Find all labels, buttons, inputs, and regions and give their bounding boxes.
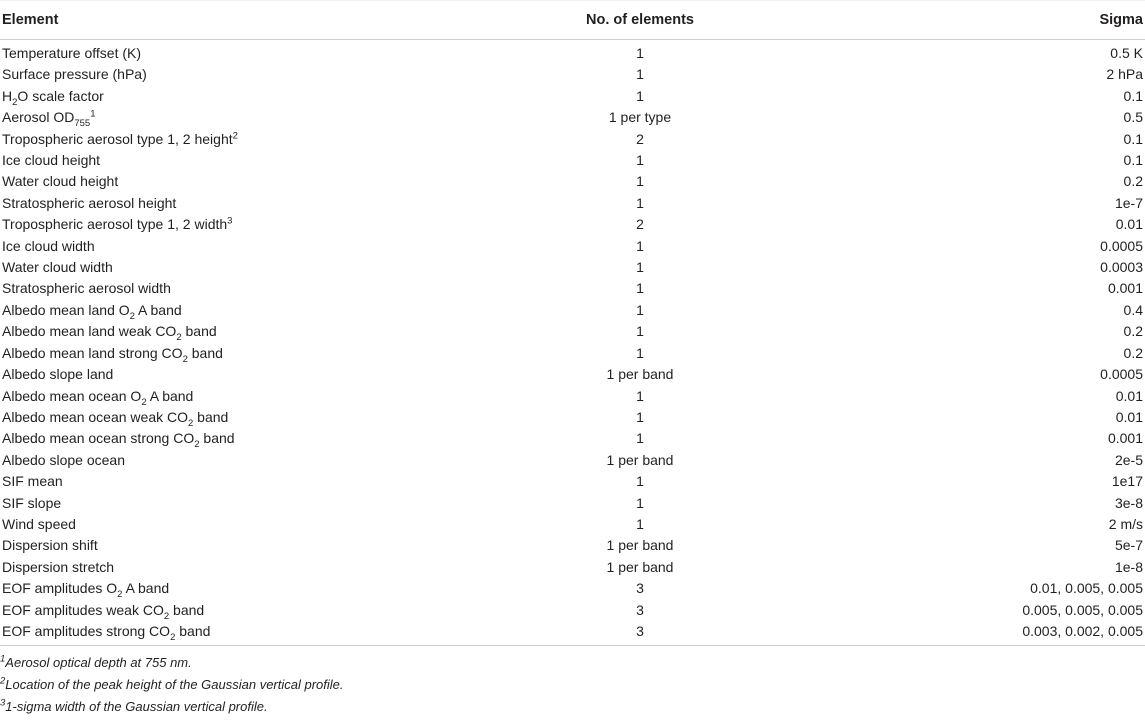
footnote-text: Location of the peak height of the Gaussian vertical profile. [5,677,344,693]
element-name-text: Aerosol OD [2,109,75,126]
element-name-text: Ice cloud height [2,152,101,169]
cell-sigma: 0.2 [1123,323,1143,340]
element-name-text: Wind speed [2,515,76,532]
cell-element [0,578,470,599]
table-row [0,493,1145,514]
table-row [0,407,1145,428]
cell-element [0,214,470,235]
element-name-text: Albedo mean ocean weak CO [2,408,188,425]
element-subscript: 2 [182,353,188,365]
cell-sigma: 1e-8 [1114,558,1143,575]
header-sigma: Sigma [810,1,1145,40]
cell-element [0,600,470,621]
cell-sigma: 3e-8 [1114,494,1143,511]
cell-count: 1 per band [606,366,674,383]
cell-count: 1 [636,408,644,425]
element-name-text: Albedo mean land strong CO [2,344,183,361]
cell-sigma: 5e-7 [1114,537,1143,554]
footnote-text: Aerosol optical depth at 755 nm. [5,655,192,671]
cell-count: 1 [636,387,644,404]
cell-count: 1 [636,344,644,361]
cell-count: 2 [636,216,644,233]
element-name-suffix: A band [134,301,182,318]
cell-element [0,40,470,65]
cell-element [0,257,470,278]
element-name-text: Temperature offset (K) [2,45,142,61]
element-name-text: Stratospheric aerosol height [2,194,177,211]
cell-sigma: 0.01 [1115,408,1143,425]
cell-count: 3 [636,601,644,618]
cell-count: 1 [636,323,644,340]
table-row [0,86,1145,107]
cell-element [0,86,470,107]
cell-count: 1 [636,173,644,190]
element-name-text: Tropospheric aerosol type 1, 2 height [2,130,233,147]
table-row [0,107,1145,128]
cell-sigma: 0.0005 [1100,366,1143,383]
element-name-suffix: A band [146,387,194,404]
table-row [0,386,1145,407]
element-subscript: 2 [194,439,200,451]
cell-sigma: 0.0003 [1100,259,1143,276]
element-name-text: Water cloud height [2,173,119,190]
element-name-text: Stratospheric aerosol width [2,280,171,297]
cell-sigma: 0.2 [1123,344,1143,361]
cell-element [0,471,470,492]
table-row [0,364,1145,385]
element-name-text: Albedo mean land O [2,301,130,318]
footnote-text: 1-sigma width of the Gaussian vertical profile. [5,699,268,715]
cell-element [0,428,470,449]
header-row [0,1,1145,40]
element-name-suffix: A band [122,580,170,597]
footnote [0,696,1145,718]
cell-sigma: 2e-5 [1114,451,1143,468]
cell-element [0,236,470,257]
table-row [0,236,1145,257]
cell-count: 1 [636,259,644,276]
table-row [0,64,1145,85]
element-subscript: 2 [170,631,176,643]
element-name-text: SIF mean [2,473,63,490]
cell-element [0,535,470,556]
cell-count: 3 [636,580,644,597]
table-row [0,150,1145,171]
element-subscript: 2 [163,610,170,622]
table-row [0,621,1145,646]
table-row [0,557,1145,578]
cell-element [0,300,470,321]
element-subscript: 2 [141,396,147,408]
element-name-suffix: band [199,430,235,447]
element-name-suffix: band [193,408,229,425]
element-subscript: 2 [176,332,182,344]
table-row [0,171,1145,192]
cell-sigma: 0.001 [1107,280,1143,297]
table-row [0,535,1145,556]
cell-count: 1 [636,301,644,318]
element-name-suffix: band [187,344,223,361]
element-name-text: Dispersion stretch [2,558,115,575]
cell-sigma: 2 m/s [1108,515,1143,532]
element-subscript: 2 [188,417,194,429]
element-superscript: 3 [227,215,233,227]
table-row [0,300,1145,321]
cell-element [0,621,470,646]
cell-element [0,321,470,342]
element-name-text: H [2,87,13,104]
cell-count: 1 per band [606,558,674,575]
cell-count: 1 per type [608,109,672,126]
table-row [0,428,1145,449]
table-body [0,40,1145,646]
cell-element [0,364,470,385]
table-header [0,1,1145,40]
cell-count: 1 [636,66,644,83]
cell-element [0,107,470,128]
cell-sigma: 0.5 K [1110,45,1143,61]
cell-count: 1 [636,494,644,511]
cell-element [0,278,470,299]
cell-sigma: 0.003, 0.002, 0.005 [810,621,1145,646]
cell-sigma: 0.4 [1123,301,1143,318]
table-row [0,450,1145,471]
footnote-mark: 1 [0,654,6,666]
element-name-suffix: band [181,323,217,340]
element-name-text: EOF amplitudes weak CO [2,601,164,618]
element-name-text: Albedo slope ocean [2,451,125,468]
table-row [0,129,1145,150]
cell-element [0,64,470,85]
element-name-text: Albedo mean ocean O [2,387,142,404]
element-name-text: Tropospheric aerosol type 1, 2 width [2,216,228,233]
header-count: No. of elements [470,1,810,40]
cell-count: 3 [470,621,810,646]
element-superscript: 1 [90,108,96,120]
table-row [0,257,1145,278]
cell-element [0,450,470,471]
table-footnotes [0,652,1145,718]
element-subscript: 2 [129,310,135,322]
cell-sigma: 1e17 [1111,473,1143,490]
cell-element [0,386,470,407]
cell-sigma: 0.01, 0.005, 0.005 [1030,580,1143,597]
cell-sigma: 1e-7 [1114,194,1143,211]
element-name-text: EOF amplitudes strong CO [2,622,171,639]
cell-count: 1 [636,473,644,490]
element-name-text: Albedo slope land [2,366,114,383]
cell-element [0,129,470,150]
cell-count: 1 [636,515,644,532]
cell-sigma: 0.1 [1123,152,1143,169]
cell-count: 1 [636,237,644,254]
cell-count: 1 per band [606,451,674,468]
cell-element [0,171,470,192]
footnote-mark: 2 [0,676,6,688]
table-row [0,278,1145,299]
table-row [0,514,1145,535]
element-name-text: Water cloud width [2,259,113,276]
cell-sigma: 0.1 [1123,130,1143,147]
element-name-text: Surface pressure (hPa) [2,66,147,83]
cell-count: 1 [636,280,644,297]
element-name-text: EOF amplitudes O [2,580,118,597]
cell-sigma: 0.005, 0.005, 0.005 [1022,601,1143,618]
table-row [0,321,1145,342]
cell-element [0,514,470,535]
element-name-text: Albedo mean land weak CO [2,323,177,340]
element-superscript: 2 [232,129,238,141]
cell-sigma: 0.0005 [1100,237,1143,254]
table-row [0,193,1145,214]
element-name-suffix: band [175,622,211,639]
table-row [0,578,1145,599]
element-name-text: Dispersion shift [2,537,98,554]
table-row [0,343,1145,364]
cell-element [0,493,470,514]
footnote [0,674,1145,696]
cell-count: 1 [636,87,644,104]
cell-count: 1 [636,194,644,211]
element-name-text: Albedo mean ocean strong CO [2,430,195,447]
cell-element [0,343,470,364]
table-row [0,600,1145,621]
table-row [0,471,1145,492]
cell-element [0,407,470,428]
footnote [0,652,1145,674]
cell-count: 1 per band [606,537,674,554]
table-row [0,214,1145,235]
cell-sigma: 2 hPa [1106,66,1143,83]
cell-sigma: 0.2 [1123,173,1143,190]
element-subscript: 2 [117,588,123,600]
cell-sigma: 0.001 [1107,430,1143,447]
cell-count: 1 [636,45,644,61]
header-element: Element [0,1,470,40]
footnote-mark: 3 [0,698,6,710]
cell-count: 2 [636,130,644,147]
element-name-text: SIF slope [2,494,62,511]
table-row [0,40,1145,65]
cell-element [0,557,470,578]
cell-count: 1 [636,152,644,169]
element-name-text: Ice cloud width [2,237,95,254]
cell-sigma: 0.01 [1115,387,1143,404]
cell-element [0,150,470,171]
cell-sigma: 0.1 [1123,87,1143,104]
cell-count: 1 [636,430,644,447]
cell-sigma: 0.01 [1115,216,1143,233]
element-name-suffix: O scale factor [17,87,104,104]
element-subscript: 2 [12,96,18,108]
cell-element [0,193,470,214]
cell-sigma: 0.5 [1123,109,1143,126]
element-name-suffix: band [169,601,205,618]
element-subscript: 755 [74,118,91,130]
